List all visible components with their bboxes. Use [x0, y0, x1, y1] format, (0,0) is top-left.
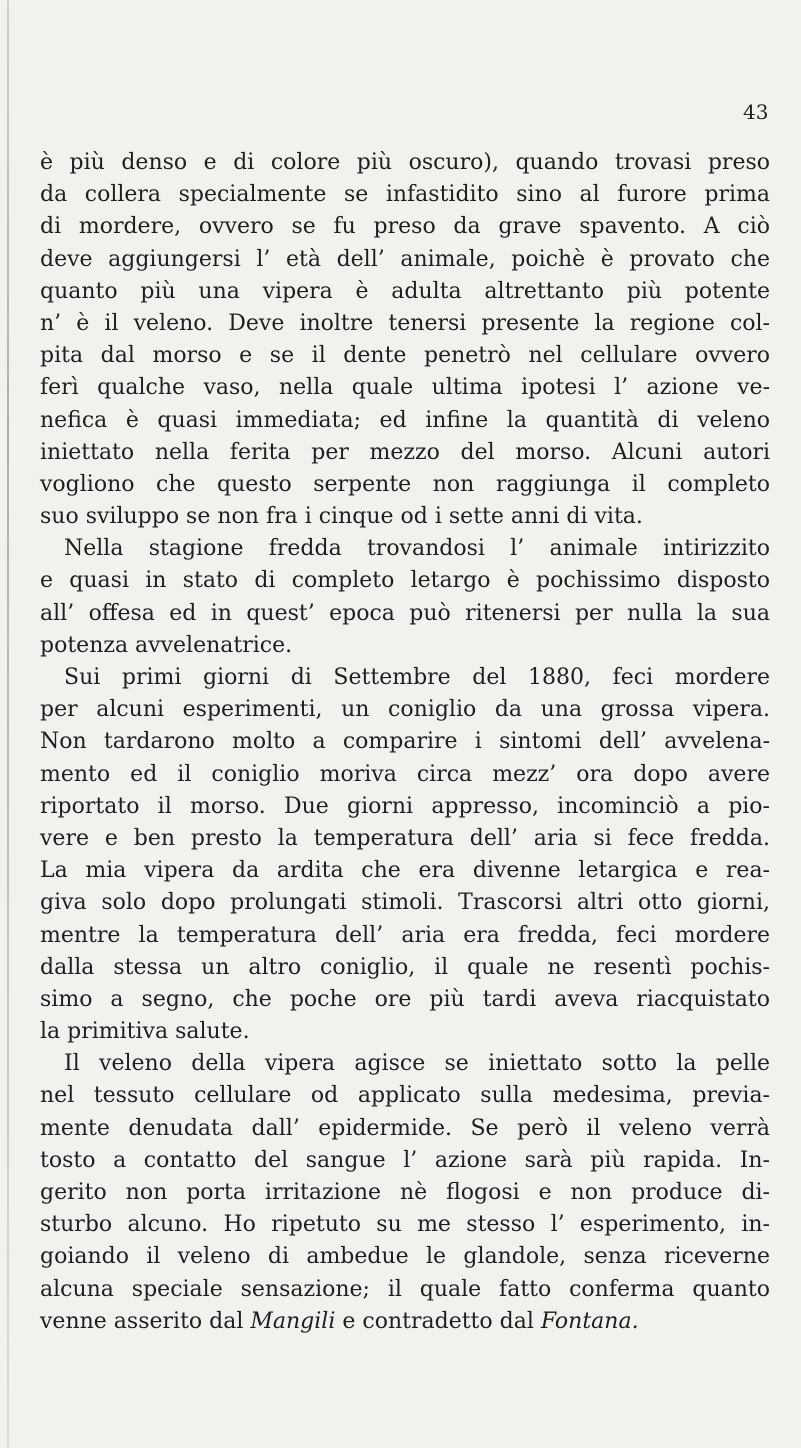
- text-line: la primitiva salute.: [40, 1019, 250, 1045]
- text-line: tosto a contatto del sangue l’ azione sarà più rapida. In-: [40, 1147, 770, 1173]
- text-line: di mordere, ovvero se fu preso da grave spavento. A ciò: [40, 214, 770, 240]
- text-line: potenza avvelenatrice.: [40, 632, 293, 658]
- text-line: Il veleno della vipera agisce se iniettato sotto la pelle: [64, 1051, 770, 1077]
- text-line: mente denudata dall’ epidermide. Se però il veleno verrà: [40, 1115, 770, 1141]
- text-line: n’ è il veleno. Deve inoltre tenersi presente la regione col-: [40, 310, 770, 336]
- text-line: suo sviluppo se non fra i cinque od i sette anni di vita.: [40, 504, 643, 530]
- text-line: mentre la temperatura dell’ aria era fredda, feci mordere: [40, 922, 770, 948]
- text-line: Sui primi giorni di Settembre del 1880, feci mordere: [64, 665, 770, 690]
- text-run: venne asserito dal: [40, 1308, 251, 1334]
- body-text: [40, 147, 770, 1338]
- text-line: riportato il morso. Due giorni appresso, incominciò a pio-: [40, 793, 770, 819]
- text-line: La mia vipera da ardita che era divenne letargica e rea-: [40, 858, 770, 884]
- text-line: nel tessuto cellulare od applicato sulla medesima, previa-: [40, 1083, 770, 1109]
- author-name-fontana: Fontana.: [540, 1308, 639, 1334]
- text-line: all’ offesa ed in quest’ epoca può ritenersi per nulla la sua: [40, 600, 770, 626]
- page-number: 43: [743, 100, 769, 124]
- page-edge-rule: [7, 0, 9, 1448]
- text-line: alcuna speciale sensazione; il quale fatto conferma quanto: [40, 1276, 770, 1302]
- text-line: deve aggiungersi l’ età dell’ animale, poichè è provato che: [40, 246, 770, 272]
- text-line: quanto più una vipera è adulta altrettanto più potente: [40, 278, 770, 304]
- text-line: iniettato nella ferita per mezzo del morso. Alcuni autori: [40, 439, 770, 465]
- text-line: e quasi in stato di completo letargo è pochissimo disposto: [40, 568, 770, 594]
- text-line: mento ed il coniglio moriva circa mezz’ ora dopo avere: [40, 761, 770, 787]
- text-line: vere e ben presto la temperatura dell’ aria si fece fredda.: [40, 825, 770, 851]
- text-line: simo a segno, che poche ore più tardi aveva riacquistato: [40, 986, 770, 1012]
- text-line-final: [40, 1306, 770, 1338]
- text-line: è più denso e di colore più oscuro), quando trovasi preso: [40, 150, 770, 175]
- text-line: ferì qualche vaso, nella quale ultima ipotesi l’ azione ve-: [40, 375, 770, 401]
- text-line: per alcuni esperimenti, un coniglio da una grossa vipera.: [40, 697, 770, 723]
- text-line: dalla stessa un altro coniglio, il quale ne resentì pochis-: [40, 954, 770, 980]
- text-line: Non tardarono molto a comparire i sintomi dell’ avvelena-: [40, 729, 770, 755]
- text-line: da collera specialmente se infastidito sino al furore prima: [40, 182, 770, 208]
- text-line: nefica è quasi immediata; ed infine la quantità di veleno: [40, 407, 770, 433]
- text-line: giva solo dopo prolungati stimoli. Trascorsi altri otto giorni,: [40, 890, 770, 916]
- text-line: Nella stagione fredda trovandosi l’ animale intirizzito: [64, 536, 770, 562]
- text-line: vogliono che questo serpente non raggiunga il completo: [40, 471, 770, 497]
- text-line: goiando il veleno di ambedue le glandole, senza riceverne: [40, 1244, 770, 1270]
- text-line: pita dal morso e se il dente penetrò nel cellulare ovvero: [40, 343, 770, 369]
- author-name-mangili: Mangili: [250, 1308, 336, 1334]
- text-line: gerito non porta irritazione nè flogosi e non produce di-: [40, 1180, 770, 1205]
- text-line: sturbo alcuno. Ho ripetuto su me stesso l’ esperimento, in-: [40, 1212, 770, 1238]
- text-run: e contradetto dal: [335, 1308, 541, 1334]
